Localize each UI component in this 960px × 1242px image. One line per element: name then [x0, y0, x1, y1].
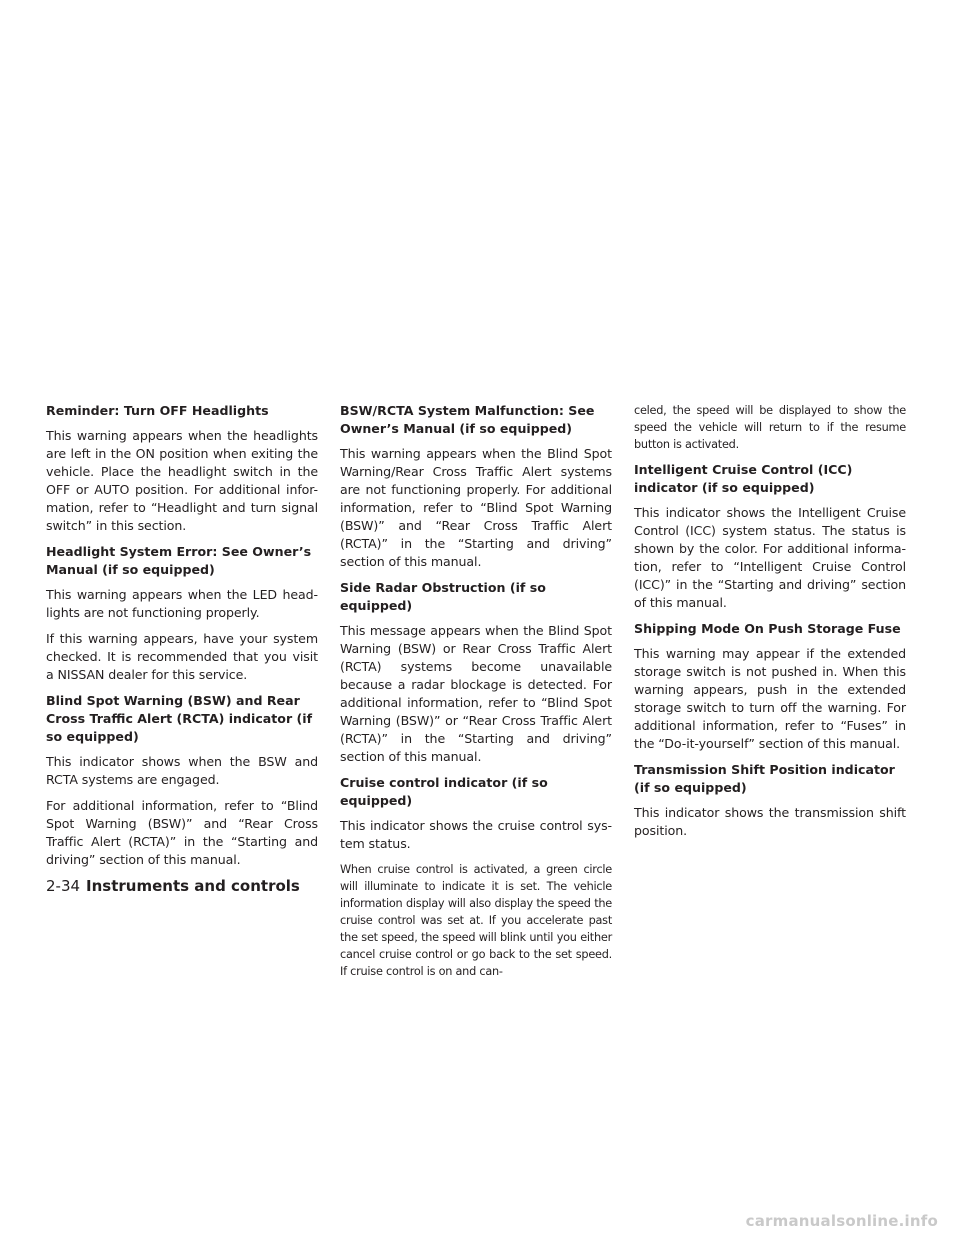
body-paragraph: This indicator shows the Intelligent Cruise Control (ICC) system status. The status is shown by the color. For additional informa-tion, refer to “Intelligent Cruise Control (ICC)” in the “Starting and driving” section of this manual. [634, 505, 906, 610]
body-paragraph: This warning appears when the headlights are left in the ON position when exiting the vehicle. Place the headlight switch in the OFF or AUTO position. For additional infor-mation, refer to “Headlight and turn signal switch” in this section. [46, 428, 318, 533]
section-heading: BSW/RCTA System Malfunction: See Owner’s Manual (if so equipped) [340, 403, 595, 436]
section-heading: Intelligent Cruise Control (ICC) indicator (if so equipped) [634, 462, 853, 495]
body-paragraph: If this warning appears, have your system checked. It is recommended that you visit a NISSAN dealer for this service. [46, 631, 318, 682]
section-heading: Side Radar Obstruction (if so equipped) [340, 580, 546, 613]
section-heading: Blind Spot Warning (BSW) and Rear Cross Traffic Alert (RCTA) indicator (if so equipped) [46, 693, 313, 744]
section-heading: Reminder: Turn OFF Headlights [46, 403, 269, 418]
body-paragraph: This indicator shows when the BSW and RCTA systems are engaged. [46, 754, 318, 787]
section-title: Instruments and controls [86, 877, 300, 895]
body-paragraph: This warning appears when the LED head-lights are not functioning properly. [46, 587, 318, 620]
body-paragraph: This message appears when the Blind Spot Warning (BSW) or Rear Cross Traffic Alert (RCTA) systems become unavailable because a radar blockage is detected. For additional information, refer to “Blind Spot Warning (BSW)” or “Rear Cross Traffic Alert (RCTA)” in the “Starting and driving” section of this manual. [340, 623, 612, 764]
body-paragraph: This warning appears when the Blind Spot Warning/Rear Cross Traffic Alert systems are not functioning properly. For additional information, refer to “Blind Spot Warning (BSW)” and “Rear Cross Traffic Alert (RCTA)” in the “Starting and driving” section of this manual. [340, 446, 612, 569]
page-number: 2-34 [46, 877, 81, 895]
text-column-2 [340, 402, 612, 988]
body-paragraph: celed, the speed will be displayed to show the speed the vehicle will return to if the resume button is activated. [634, 404, 906, 451]
body-paragraph: This indicator shows the cruise control sys-tem status. [340, 818, 612, 851]
text-column-3 [634, 402, 906, 848]
body-paragraph: This warning may appear if the extended storage switch is not pushed in. When this warning appears, push in the extended storage switch to turn off the warning. For additional information, refer to “Fuses” in the “Do-it-yourself” section of this manual. [634, 646, 906, 751]
body-paragraph: When cruise control is activated, a green circle will illuminate to indicate it is set. The vehicle information display will also display the speed the cruise control was set at. If you accelerate past the set speed, the speed will blink until you either cancel cruise control or go back to the set speed. If cruise control is on and can- [340, 863, 612, 978]
page-footer [46, 876, 300, 896]
section-heading: Cruise control indicator (if so equipped) [340, 775, 548, 808]
section-heading: Headlight System Error: See Owner’s Manual (if so equipped) [46, 544, 312, 577]
watermark-text: carmanualsonline.info [745, 1212, 938, 1230]
body-paragraph: For additional information, refer to “Blind Spot Warning (BSW)” and “Rear Cross Traffic Alert (RCTA)” in the “Starting and driving” section of this manual. [46, 798, 318, 867]
text-column-1 [46, 402, 318, 877]
section-heading: Shipping Mode On Push Storage Fuse [634, 621, 901, 636]
section-heading: Transmission Shift Position indicator (if so equipped) [634, 762, 895, 795]
body-paragraph: This indicator shows the transmission shift position. [634, 805, 906, 838]
